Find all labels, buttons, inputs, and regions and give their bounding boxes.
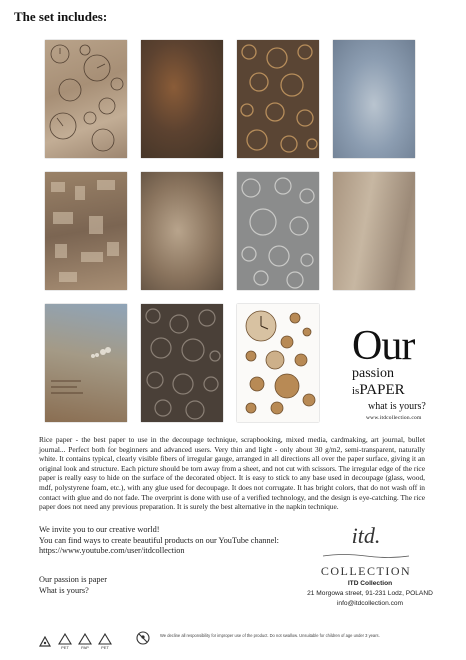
recycle-pap-icon: PAP	[78, 633, 92, 650]
company-email[interactable]: info@itdcollection.com	[336, 600, 404, 607]
paper-sheet-rust-1	[141, 40, 223, 158]
passion-line-2: What is yours?	[39, 585, 89, 595]
invite-line-2: You can find ways to create beautiful products on our YouTube channel:	[39, 535, 279, 545]
clock-gears-icon	[237, 304, 319, 422]
logo-itd: itd.	[351, 523, 381, 548]
recycle-mobius-icon	[38, 636, 52, 650]
tagline-paper: PAPER	[359, 382, 405, 398]
invite-block	[39, 525, 299, 557]
website-link[interactable]: www.itdcollection.com	[366, 415, 422, 421]
gear-pattern-icon	[237, 172, 319, 290]
recycle-pet-icon: PET	[58, 633, 72, 650]
paper-sheet-clocks-1	[45, 40, 127, 158]
product-description: Rice paper - the best paper to use in the decoupage technique, scrapbooking, mixed media, cardmaking, art journal, bullet journal... Perfect both for beginners and advanced users. Very thin and light - only about 30 g/m2, semi-transparent, naturally white. It contains typical, clearly visible fibers of irregular gauge, arranged in all directions all over the paper surface, giving it an original look and structure. Each picture should be torn away from a sheet, and not cut with scissors. The irregular edge of the rice paper is really easy to hide on the surface of the decorated object. It is easy to stick to any base used in decoupage (glass, wood, mdf, polystyrene foam, etc.), with any glue used for decoupage. It does not corrugate. It has bright colors, that do not wash off in contact with glue and do not fade. The overprint is done with use of a verified technology, and the design is eye-catching. The rice paper does not need any previous preparation. It is surely the best alternative in the napkin technique.	[39, 435, 425, 512]
paper-sheet-butterflies	[45, 304, 127, 422]
company-address: 21 Morgowa street, 91-231 Lodz, POLAND	[307, 590, 433, 597]
company-name: ITD Collection	[347, 580, 393, 587]
section-title: The set includes:	[14, 9, 108, 24]
paper-sheet-gears-1	[237, 40, 319, 158]
logo-flourish-icon	[321, 553, 411, 559]
tagline-passion: passion	[352, 366, 394, 381]
passion-block	[39, 575, 107, 596]
recycling-icons	[38, 630, 112, 650]
tagline	[352, 323, 462, 421]
company-info	[300, 579, 440, 609]
itd-collection-logo	[318, 523, 414, 579]
recycle-pet-icon-2: PET	[98, 633, 112, 650]
butterfly-pattern-icon	[45, 304, 127, 422]
invite-line-1: We invite you to our creative world!	[39, 525, 160, 534]
paper-sheet-clock-gears-cutouts	[237, 304, 319, 422]
paper-sheet-numbers	[45, 172, 127, 290]
paper-sheet-blue-grunge	[333, 40, 415, 158]
no-children-warning-icon	[136, 631, 150, 650]
passion-line-1: Our passion is paper	[39, 575, 107, 584]
paper-sheet-dark-gears	[141, 304, 223, 422]
numbers-pattern-icon	[45, 172, 127, 290]
tagline-our: Our	[352, 323, 415, 369]
disclaimer: We decline all responsibility for improper use of the product. Do not swallow. Unsuitable for children of age under 3 years.	[160, 633, 380, 638]
paper-sheet-silver-gears	[237, 172, 319, 290]
youtube-link[interactable]: https://www.youtube.com/user/itdcollection	[39, 546, 185, 555]
gear-pattern-icon	[237, 40, 319, 158]
gear-pattern-icon	[141, 304, 223, 422]
tagline-yours: what is yours?	[368, 401, 426, 412]
clock-pattern-icon	[45, 40, 127, 158]
tagline-is: is	[352, 385, 360, 397]
paper-sheet-brown-texture	[141, 172, 223, 290]
paper-sheet-sepia-wash	[333, 172, 415, 290]
logo-collection: COLLECTION	[320, 564, 412, 578]
